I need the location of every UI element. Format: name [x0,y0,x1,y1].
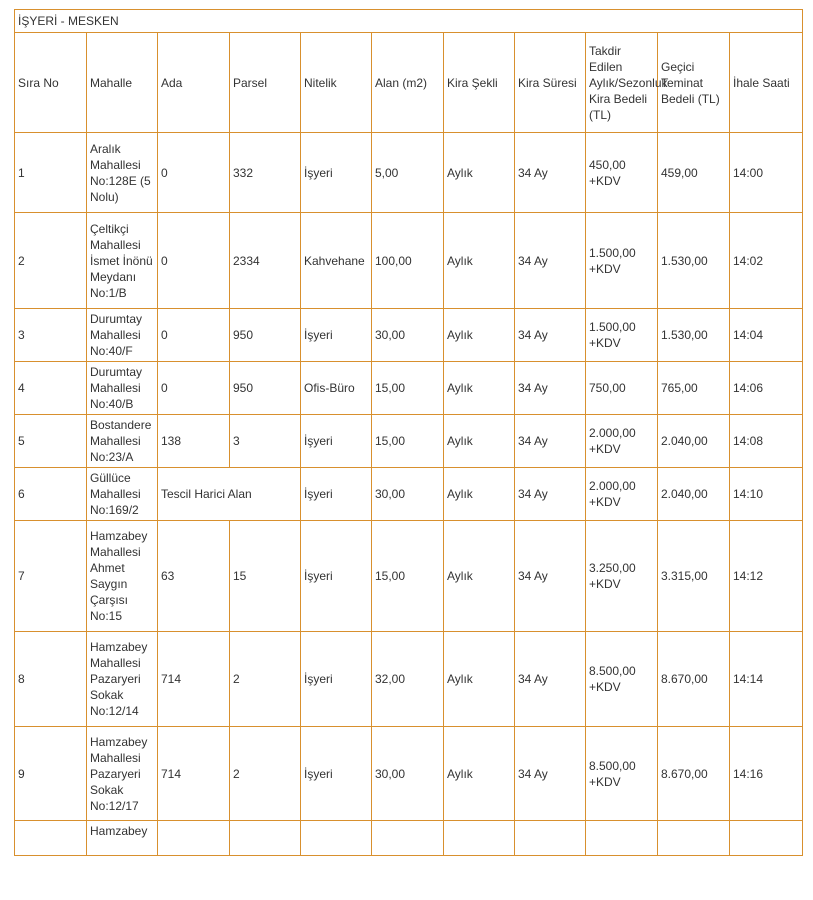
table-container [14,9,802,856]
cell-saat: 14:04 [730,309,803,362]
cell-sira: 3 [15,309,87,362]
cell-alan: 15,00 [372,415,444,468]
header-row [15,33,803,133]
cell-empty [515,821,586,856]
table-row [15,727,803,821]
cell-ada: 0 [158,133,230,213]
cell-saat: 14:00 [730,133,803,213]
header-teminat: Geçici Teminat Bedeli (TL) [658,33,730,133]
cell-ada: 714 [158,727,230,821]
cell-nitelik: İşyeri [301,133,372,213]
cell-sira: 8 [15,632,87,727]
cell-nitelik: İşyeri [301,727,372,821]
cell-empty [444,821,515,856]
cell-bedel: 1.500,00 +KDV [586,309,658,362]
cell-empty [230,821,301,856]
table-row [15,415,803,468]
cell-alan: 5,00 [372,133,444,213]
cell-nitelik: Ofis-Büro [301,362,372,415]
header-mahalle: Mahalle [87,33,158,133]
cell-kira-suresi: 34 Ay [515,632,586,727]
cell-sira: 6 [15,468,87,521]
cell-alan: 15,00 [372,521,444,632]
cell-empty [158,821,230,856]
cell-parsel: 2 [230,727,301,821]
cell-kira-suresi: 34 Ay [515,415,586,468]
cell-empty [658,821,730,856]
cell-saat: 14:12 [730,521,803,632]
header-ihale-saati: İhale Saati [730,33,803,133]
header-kira-sekli: Kira Şekli [444,33,515,133]
cell-kira-sekli: Aylık [444,468,515,521]
cell-kira-sekli: Aylık [444,213,515,309]
cell-parsel: 3 [230,415,301,468]
cell-kira-sekli: Aylık [444,521,515,632]
cell-bedel: 2.000,00 +KDV [586,415,658,468]
cell-sira: 2 [15,213,87,309]
cell-bedel: 750,00 [586,362,658,415]
cell-parsel: 332 [230,133,301,213]
header-ada: Ada [158,33,230,133]
cell-ada: 714 [158,632,230,727]
cell-ada: 0 [158,213,230,309]
cell-nitelik: İşyeri [301,521,372,632]
cell-kira-sekli: Aylık [444,133,515,213]
header-alan: Alan (m2) [372,33,444,133]
cell-teminat: 8.670,00 [658,632,730,727]
cell-saat: 14:06 [730,362,803,415]
header-parsel: Parsel [230,33,301,133]
cell-ada-parsel: Tescil Harici Alan [158,468,301,521]
cell-kira-sekli: Aylık [444,415,515,468]
cell-parsel: 15 [230,521,301,632]
table-row-partial [15,821,803,856]
table-row [15,133,803,213]
cell-ada: 63 [158,521,230,632]
cell-kira-suresi: 34 Ay [515,727,586,821]
header-kira-bedeli: Takdir Edilen Aylık/Sezonluk Kira Bedeli (TL) [586,33,658,133]
cell-sira: 4 [15,362,87,415]
cell-bedel: 1.500,00 +KDV [586,213,658,309]
cell-saat: 14:16 [730,727,803,821]
cell-kira-sekli: Aylık [444,309,515,362]
ihale-table [14,9,803,856]
table-caption-row [15,10,803,33]
cell-empty [372,821,444,856]
cell-mahalle: Güllüce Mahallesi No:169/2 [87,468,158,521]
cell-sira: 1 [15,133,87,213]
cell-empty [15,821,87,856]
cell-kira-sekli: Aylık [444,632,515,727]
cell-bedel: 8.500,00 +KDV [586,632,658,727]
cell-mahalle: Bostandere Mahallesi No:23/A [87,415,158,468]
cell-alan: 100,00 [372,213,444,309]
cell-bedel: 8.500,00 +KDV [586,727,658,821]
cell-teminat: 765,00 [658,362,730,415]
cell-nitelik: İşyeri [301,415,372,468]
table-row [15,468,803,521]
cell-bedel: 3.250,00 +KDV [586,521,658,632]
cell-sira: 7 [15,521,87,632]
cell-bedel: 450,00 +KDV [586,133,658,213]
cell-nitelik: İşyeri [301,632,372,727]
cell-ada: 0 [158,309,230,362]
cell-ada: 0 [158,362,230,415]
cell-kira-suresi: 34 Ay [515,468,586,521]
cell-mahalle: Hamzabey [87,821,158,856]
cell-nitelik: Kahvehane [301,213,372,309]
cell-sira: 9 [15,727,87,821]
cell-mahalle: Hamzabey Mahallesi Pazaryeri Sokak No:12/14 [87,632,158,727]
cell-mahalle: Durumtay Mahallesi No:40/F [87,309,158,362]
cell-alan: 30,00 [372,468,444,521]
cell-kira-suresi: 34 Ay [515,362,586,415]
table-row [15,521,803,632]
cell-saat: 14:10 [730,468,803,521]
cell-teminat: 2.040,00 [658,415,730,468]
cell-kira-sekli: Aylık [444,362,515,415]
cell-saat: 14:14 [730,632,803,727]
cell-alan: 30,00 [372,727,444,821]
cell-parsel: 2334 [230,213,301,309]
table-row [15,213,803,309]
cell-saat: 14:02 [730,213,803,309]
cell-teminat: 2.040,00 [658,468,730,521]
cell-mahalle: Hamzabey Mahallesi Ahmet Saygın Çarşısı No:15 [87,521,158,632]
cell-ada: 138 [158,415,230,468]
table-row [15,309,803,362]
header-sira-no: Sıra No [15,33,87,133]
header-nitelik: Nitelik [301,33,372,133]
cell-alan: 30,00 [372,309,444,362]
cell-mahalle: Aralık Mahallesi No:128E (5 Nolu) [87,133,158,213]
cell-empty [586,821,658,856]
cell-empty [730,821,803,856]
cell-bedel: 2.000,00 +KDV [586,468,658,521]
cell-parsel: 2 [230,632,301,727]
cell-kira-suresi: 34 Ay [515,213,586,309]
cell-teminat: 1.530,00 [658,213,730,309]
cell-kira-suresi: 34 Ay [515,521,586,632]
cell-saat: 14:08 [730,415,803,468]
cell-alan: 15,00 [372,362,444,415]
cell-mahalle: Çeltikçi Mahallesi İsmet İnönü Meydanı No:1/B [87,213,158,309]
cell-teminat: 8.670,00 [658,727,730,821]
table-row [15,632,803,727]
cell-kira-sekli: Aylık [444,727,515,821]
cell-sira: 5 [15,415,87,468]
cell-mahalle: Durumtay Mahallesi No:40/B [87,362,158,415]
cell-nitelik: İşyeri [301,468,372,521]
cell-empty [301,821,372,856]
cell-mahalle: Hamzabey Mahallesi Pazaryeri Sokak No:12/17 [87,727,158,821]
cell-kira-suresi: 34 Ay [515,309,586,362]
table-row [15,362,803,415]
cell-parsel: 950 [230,362,301,415]
cell-alan: 32,00 [372,632,444,727]
cell-teminat: 1.530,00 [658,309,730,362]
header-kira-suresi: Kira Süresi [515,33,586,133]
cell-nitelik: İşyeri [301,309,372,362]
cell-teminat: 3.315,00 [658,521,730,632]
table-caption: İŞYERİ - MESKEN [15,10,803,33]
cell-teminat: 459,00 [658,133,730,213]
cell-parsel: 950 [230,309,301,362]
cell-kira-suresi: 34 Ay [515,133,586,213]
